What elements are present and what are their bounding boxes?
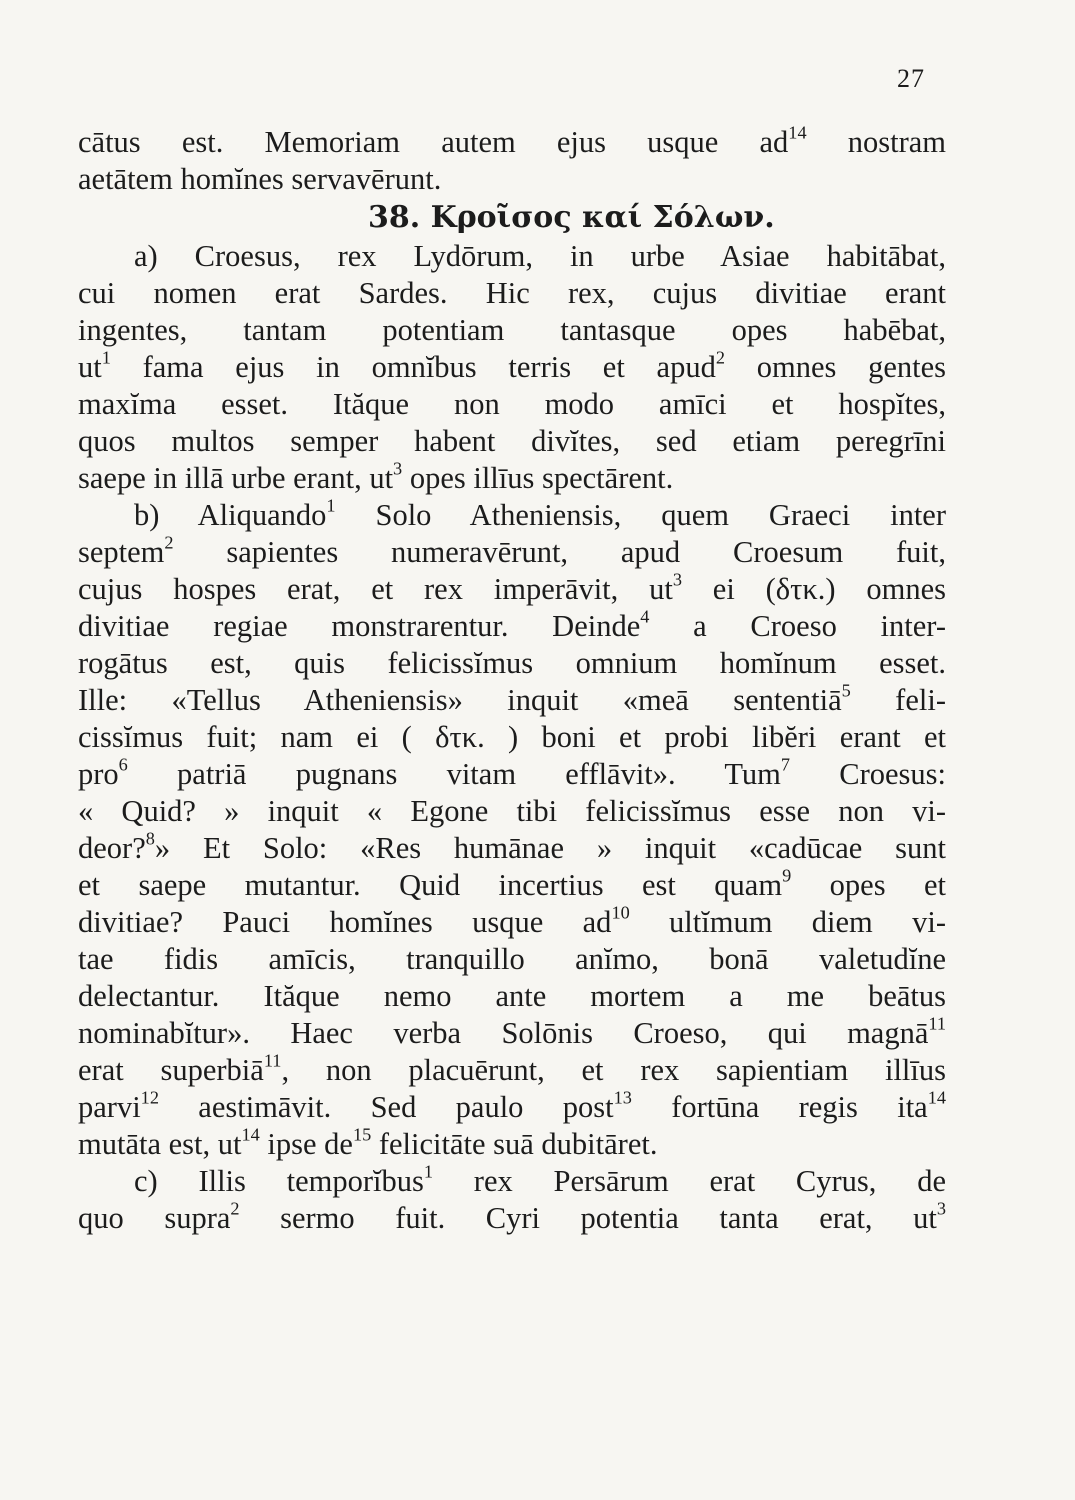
footnote-marker: 1 [101,349,111,368]
footnote-marker: 2 [164,534,174,553]
text-segment: rex Persārum erat Cyrus, de [433,1164,946,1198]
text-line [78,423,946,460]
text-segment: , non placuērunt, et rex sapientiam illīus [281,1053,946,1087]
text-segment: opes illīus spectārent. [402,461,674,495]
text-line [78,238,946,275]
text-segment: et saepe mutantur. Quid incertius est quam [78,868,783,902]
text-line [78,1089,946,1126]
section-heading: 38. Κροῖσος καί Σόλων. [368,200,775,235]
text-segment: rogātus est, quis felicissĭmus omnium homĭnum esset. [78,646,946,680]
text-segment: nostram [806,125,946,159]
text-segment: deor? [78,831,146,865]
text-line [78,1200,946,1237]
text-line [78,571,946,608]
text-segment: parvi [78,1090,141,1124]
text-line [78,719,946,756]
text-line [78,497,946,534]
footnote-marker: 14 [927,1089,946,1108]
footnote-marker: 14 [241,1126,260,1145]
footnote-marker: 9 [782,867,792,886]
text-line [78,534,946,571]
text-segment: erat superbiā [78,1053,264,1087]
text-segment: saepe in illā urbe erant, ut [78,461,394,495]
text-line [78,793,946,830]
text-segment: nominabĭtur». Haec verba Solōnis Croeso, qui magnā [78,1016,929,1050]
text-segment: cui nomen erat Sardes. Hic rex, cujus divitiae erant [78,276,946,310]
text-line [78,978,946,1015]
footnote-marker: 11 [263,1052,282,1071]
text-line [78,941,946,978]
footnote-marker: 14 [788,124,807,143]
text-segment: fama ejus in omnĭbus terris et apud [110,350,716,384]
text-segment: mutāta est, ut [78,1127,242,1161]
text-line [78,830,946,867]
text-segment: a) Croesus, rex Lydōrum, in urbe Asiae habitābat, [134,239,946,273]
text-segment: cissĭmus fuit; nam ei ( δτκ. ) boni et probi libĕri erant et [78,720,946,754]
text-segment: opes et [791,868,946,902]
text-line [78,460,946,497]
footnote-marker: 1 [423,1163,434,1182]
footnote-marker: 7 [780,756,791,775]
footnote-marker: 8 [145,830,155,849]
text-segment: ei (δτκ.) omnes [681,572,946,606]
text-line [78,645,946,682]
text-segment: pro [78,757,119,791]
footnote-marker: 12 [140,1089,159,1108]
text-segment: maxĭma esset. Ităque non modo amīci et hospĭtes, [78,387,946,421]
text-segment: » Et Solo: «Res humānae » inquit «cadūcae sunt [154,831,946,865]
text-segment: delectantur. Ităque nemo ante mortem a me beātus [78,979,946,1013]
text-line [78,124,946,161]
text-line [78,386,946,423]
text-segment: ultĭmum diem vi- [629,905,946,939]
text-segment: quos multos semper habent divĭtes, sed etiam peregrīni [78,424,946,458]
text-line [78,756,946,793]
text-segment: felicitāte suā dubitāret. [371,1127,658,1161]
text-segment: feli- [850,683,946,717]
text-segment: ipse de [259,1127,353,1161]
text-segment: divitiae? Pauci homĭnes usque ad [78,905,612,939]
text-line [78,1015,946,1052]
text-segment: Ille: «Tellus Atheniensis» inquit «meā sententiā [78,683,842,717]
text-line [78,867,946,904]
text-line [78,904,946,941]
footnote-marker: 3 [672,571,682,590]
text-line [78,275,946,312]
text-line [78,1126,946,1163]
text-segment: aetātem homĭnes servavērunt. [78,162,442,196]
text-segment: omnes gentes [724,350,946,384]
text-segment: Croesus: [790,757,946,791]
footnote-marker: 3 [393,460,403,479]
footnote-marker: 1 [326,497,336,516]
text-segment: cujus hospes erat, et rex imperāvit, ut [78,572,673,606]
text-block [78,124,946,1237]
text-segment: quo supra [78,1201,231,1235]
text-segment: septem [78,535,165,569]
text-segment: divitiae regiae monstrarentur. Deinde [78,609,641,643]
text-segment: sermo fuit. Cyri potentia tanta erat, ut [239,1201,937,1235]
footnote-marker: 11 [928,1015,946,1034]
text-line [78,349,946,386]
text-segment: ut [78,350,102,384]
text-line [78,608,946,645]
text-segment: Solo Atheniensis, quem Graeci inter [335,498,946,532]
text-segment: c) Illis temporĭbus [134,1164,424,1198]
text-segment: cātus est. Memoriam autem ejus usque ad [78,125,789,159]
page-number: 27 [897,64,925,93]
text-segment: ingentes, tantam potentiam tantasque opes habēbat, [78,313,946,347]
footnote-marker: 15 [352,1126,372,1145]
text-segment: sapientes numeravērunt, apud Croesum fuit, [173,535,946,569]
text-line [78,1052,946,1089]
text-line [78,1163,946,1200]
text-segment: aestimāvit. Sed paulo post [158,1090,614,1124]
footnote-marker: 4 [640,608,650,627]
text-segment: a Croeso inter- [649,609,946,643]
footnote-marker: 2 [715,349,725,368]
text-segment: tae fidis amīcis, tranquillo anĭmo, bonā valetudĭne [78,942,946,976]
text-segment: « Quid? » inquit « Egone tibi felicissĭmus esse non vi- [78,794,946,828]
text-line [78,312,946,349]
footnote-marker: 3 [936,1200,946,1219]
text-segment: b) Aliquando [134,498,327,532]
footnote-marker: 2 [230,1200,240,1219]
footnote-marker: 5 [841,682,851,701]
footnote-marker: 13 [613,1089,632,1108]
text-segment: patriā pugnans vitam efflāvit». Tum [127,757,781,791]
footnote-marker: 6 [118,756,128,775]
text-segment: fortūna regis ita [631,1090,928,1124]
footnote-marker: 10 [611,904,630,923]
text-line [78,682,946,719]
text-line [78,161,946,198]
